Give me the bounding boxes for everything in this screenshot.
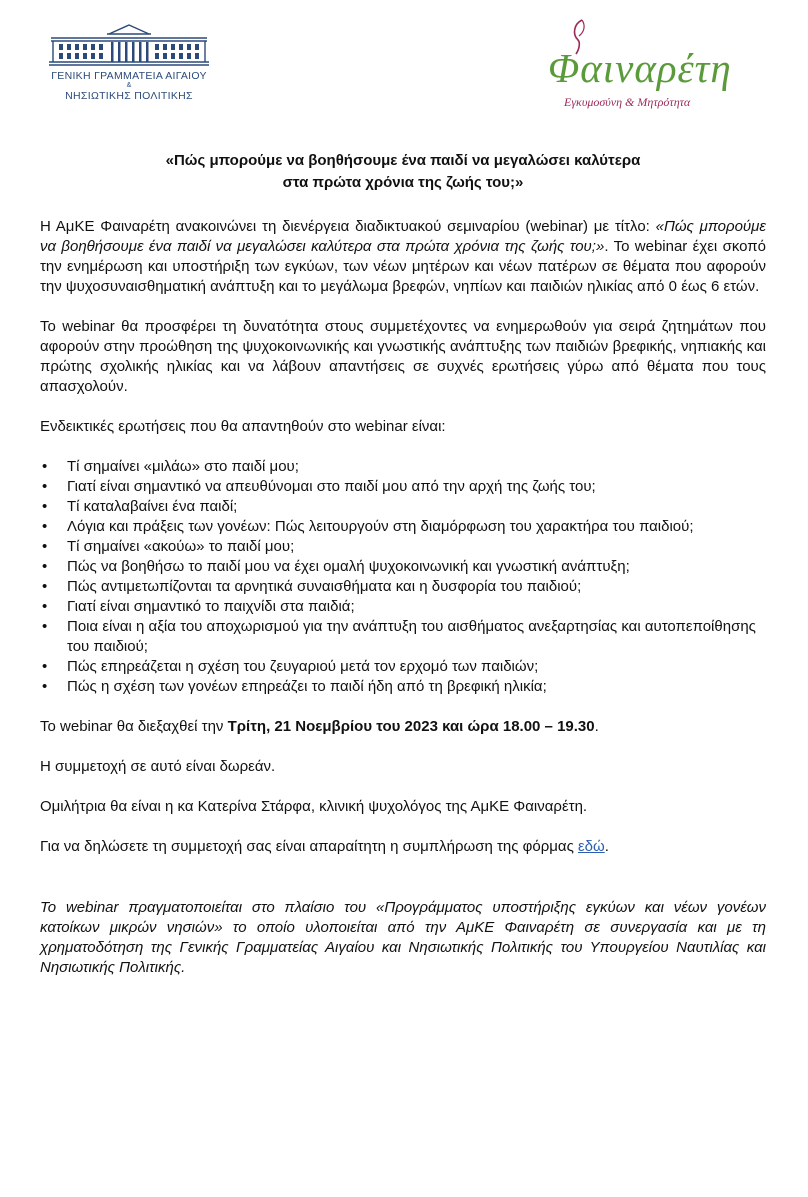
building-icon <box>47 22 211 66</box>
date-paragraph <box>40 717 766 737</box>
date-end: . <box>594 718 599 735</box>
document-header <box>0 0 808 120</box>
list-item: • Πώς επηρεάζεται η σχέση του ζευγαριού μετά τον ερχομό των παιδιών; <box>40 657 766 677</box>
document-body <box>40 150 766 978</box>
title-line-1: «Πώς μπορούμε να βοηθήσουμε ένα παιδί να μεγαλώσει καλύτερα <box>165 152 641 169</box>
register-link[interactable]: εδώ <box>577 838 605 855</box>
list-item: • Γιατί είναι σημαντικό το παιχνίδι στα παιδιά; <box>40 597 766 617</box>
list-item: • Τί καταλαβαίνει ένα παιδί; <box>40 497 766 517</box>
intro-end: . Το webinar έχει σκοπό την ενημέρωση και υποστήριξη των εγκύων, των νέων μητέρων και νέων πατέρων σε θέματα που αφορούν την ψυχοσυναισθηματική ανάπτυξη και το μεγάλωμα βρεφών, νηπίων και παιδιών ηλικίας από 0 έως 6 ετών. <box>40 238 766 295</box>
gov-logo-line2: ΝΗΣΙΩΤΙΚΗΣ ΠΟΛΙΤΙΚΗΣ <box>65 90 193 102</box>
webinar-paragraph: Το webinar θα προσφέρει τη δυνατότητα στους συμμετέχοντες να ενημερωθούν για σειρά ζητημάτων που αφορούν στην προώθηση της ψυχοκοινωνικής και γνωστικής ανάπτυξης των παιδιών βρεφικής, νηπιακής και πρώτης σχολικής ηλικίας και να λάβουν απαντήσεις σε συχνές ερωτήσεις γύρω από θέματα που τους απασχολούν. <box>40 318 766 395</box>
footer-note: Το webinar πραγματοποιείται στο πλαίσιο του «Προγράμματος υποστήριξης εγκύων και νέων γονέων κατοίκων μικρών νησιών» το οποίο υλοποιείται από την ΑμΚΕ Φαιναρέτη σε συνεργασία και με τη χρηματοδότηση της Γενικής Γραμματείας Αιγαίου και Νησιωτικής Πολιτικής του Υπουργείου Ναυτιλίας και Νησιωτικής Πολιτικής. <box>40 899 766 976</box>
org-logo-tagline: Εγκυμοσύνη & Μητρότητα <box>564 95 691 109</box>
register-start: Για να δηλώσετε τη συμμετοχή σας είναι απαραίτητη η συμπλήρωση της φόρμας <box>40 838 578 855</box>
intro-seminar-title: «Πώς μπορούμε να βοηθήσουμε ένα παιδί να μεγαλώσει καλύτερα στα πρώτα χρόνια της ζωής του;» <box>40 218 766 255</box>
list-item: • Τί σημαίνει «ακούω» το παιδί μου; <box>40 537 766 557</box>
register-end: . <box>604 838 609 855</box>
org-logo <box>540 18 770 118</box>
document-title <box>40 150 766 194</box>
gov-logo-amp: & <box>126 82 132 89</box>
gov-logo-line1: ΓΕΝΙΚΗ ΓΡΑΜΜΑΤΕΙΑ ΑΙΓΑΙΟΥ <box>51 70 207 82</box>
speaker-text: Ομιλήτρια θα είναι η κα Κατερίνα Στάρφα, κλινική ψυχολόγος της ΑμΚΕ Φαιναρέτη. <box>40 798 588 815</box>
org-logo-name: Φαιναρέτη <box>548 45 732 91</box>
list-item: • Πώς αντιμετωπίζονται τα αρνητικά συναισθήματα και η δυσφορία του παιδιού; <box>40 577 766 597</box>
intro-paragraph <box>40 217 766 297</box>
free-participation-text: Η συμμετοχή σε αυτό είναι δωρεάν. <box>40 758 276 775</box>
gov-logo <box>44 22 214 102</box>
intro-start: Η ΑμΚΕ Φαιναρέτη ανακοινώνει τη διενέργεια διαδικτυακού σεμιναρίου (webinar) με τίτλο: <box>40 218 656 235</box>
register-paragraph <box>40 837 766 857</box>
title-line-2: στα πρώτα χρόνια της ζωής του;» <box>282 174 524 191</box>
questions-intro: Ενδεικτικές ερωτήσεις που θα απαντηθούν στο webinar είναι: <box>40 418 446 435</box>
list-item: • Λόγια και πράξεις των γονέων: Πώς λειτουργούν στη διαμόρφωση του χαρακτήρα του παιδιού; <box>40 517 766 537</box>
list-item: • Γιατί είναι σημαντικό να απευθύνομαι στο παιδί μου από την αρχή της ζωής του; <box>40 477 766 497</box>
list-item: • Ποια είναι η αξία του αποχωρισμού για την ανάπτυξη του αισθήματος ανεξαρτησίας και αυτοπεποίθησης του παιδιού; <box>40 617 766 657</box>
date-start: Το webinar θα διεξαχθεί την <box>40 718 228 735</box>
date-time: Τρίτη, 21 Νοεμβρίου του 2023 και ώρα 18.00 – 19.30 <box>227 718 595 735</box>
list-item: • Πώς να βοηθήσω το παιδί μου να έχει ομαλή ψυχοκοινωνική και γνωστική ανάπτυξη; <box>40 557 766 577</box>
list-item: • Πώς η σχέση των γονέων επηρεάζει το παιδί ήδη από τη βρεφική ηλικία; <box>40 677 766 697</box>
list-item: • Τί σημαίνει «μιλάω» στο παιδί μου; <box>40 457 766 477</box>
questions-list <box>40 457 766 697</box>
